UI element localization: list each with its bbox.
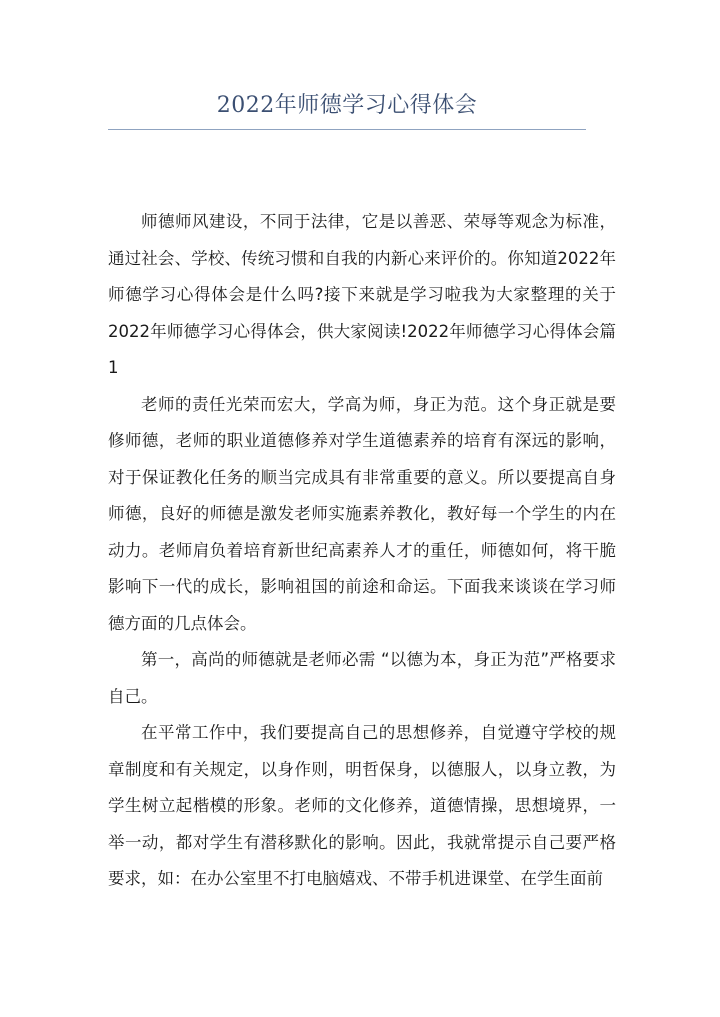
title-divider [108,129,586,130]
paragraph: 第一，高尚的师德就是老师必需 “以德为本，身正为范”严格要求自己。 [108,650,616,706]
paragraph: 师德师风建设，不同于法律，它是以善恶、荣辱等观念为标准，通过社会、学校、传统习惯和自我的内新心来评价的。你知道2022年师德学习心得体会是什么吗?接下来就是学习啦我为大家整理的关于2022年师德学习心得体会，供大家阅读!2022年师德学习心得体会篇1 [108,212,616,377]
document-body [108,204,616,898]
paragraph: 老师的责任光荣而宏大，学高为师，身正为范。这个身正就是要修师德，老师的职业道德修养对学生道德素养的培育有深远的影响，对于保证教化任务的顺当完成具有非常重要的意义。所以要提高自身师德，良好的师德是激发老师实施素养教化，教好每一个学生的内在动力。老师肩负着培育新世纪高素养人才的重任，师德如何，将干脆影响下一代的成长，影响祖国的前途和命运。下面我来谈谈在学习师德方面的几点体会。 [108,394,616,633]
paragraph: 在平常工作中，我们要提高自己的思想修养，自觉遵守学校的规章制度和有关规定，以身作则，明哲保身，以德服人，以身立教，为学生树立起楷模的形象。老师的文化修养，道德情操，思想境界，一举一动，都对学生有潜移默化的影响。因此，我就常提示自己要严格要求，如：在办公室里不打电脑嬉戏、不带手机进课堂、在学生面前 [108,723,616,888]
document-title: 2022年师德学习心得体会 [216,93,478,118]
